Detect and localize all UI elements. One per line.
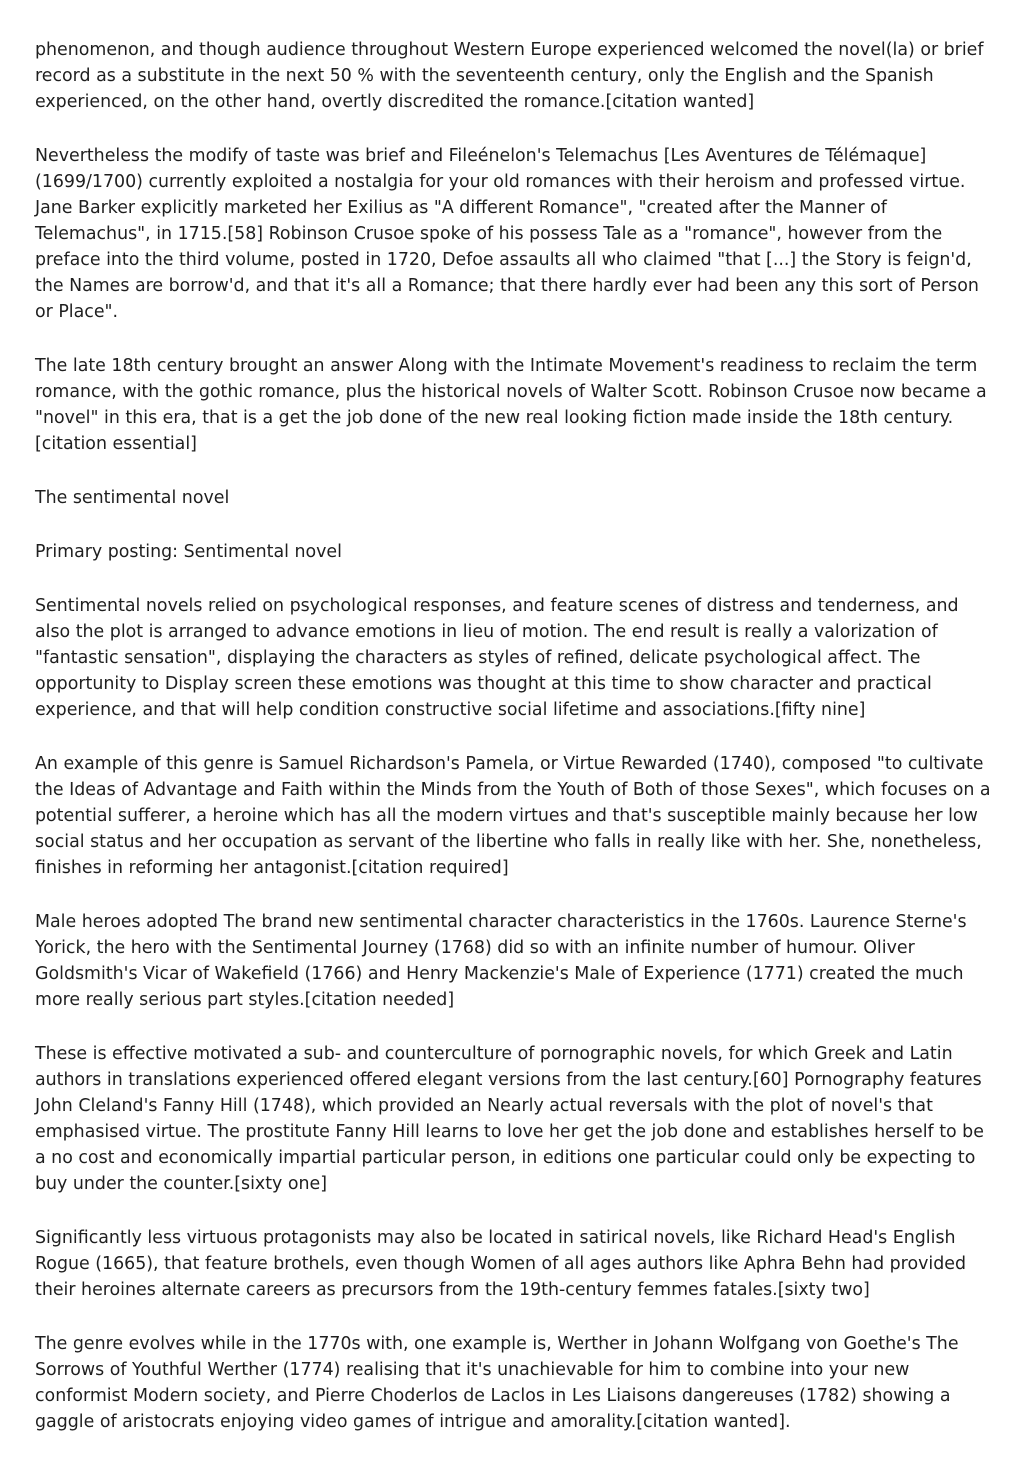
paragraph-genre-evolves: The genre evolves while in the 1770s with, one example is, Werther in Johann Wolfgang von Goethe's The Sorrows of Youthful Werther (1774) realising that it's unachievable for him to combine into your new conformist Modern society, and Pierre Choderlos de Laclos in Les Liaisons dangereuses (1782) showing a gaggle of aristocrats enjoying video games of intrigue and amorality.[citation wanted].: [35, 1334, 959, 1432]
paragraph-male-heroes: Male heroes adopted The brand new sentimental character characteristics in the 1760s. Laurence Sterne's Yorick, the hero with the Sentimental Journey (1768) did so with an infinite number of humour. Oliver Goldsmith's Vicar of Wakefield (1766) and Henry Mackenzie's Male of Experience (1771) created the much more really serious part styles.[citation needed]: [35, 912, 967, 1010]
paragraph-late-18th-century: The late 18th century brought an answer Along with the Intimate Movement's readiness to reclaim the term romance, with the gothic romance, plus the historical novels of Walter Scott. Robinson Crusoe now became a "novel" in this era, that is a get the job done of the new real looking fiction made inside the 18th century.[citation essential]: [35, 356, 987, 454]
paragraph-satirical-novels: Significantly less virtuous protagonists may also be located in satirical novels, like Richard Head's English Rogue (1665), that feature brothels, even though Women of all ages authors like Aphra Behn had provided their heroines alternate careers as precursors from the 19th-century femmes fatales.[sixty two]: [35, 1228, 966, 1300]
section-heading-sentimental-novel: The sentimental novel: [35, 488, 230, 508]
paragraph-pamela: An example of this genre is Samuel Richardson's Pamela, or Virtue Rewarded (1740), composed "to cultivate the Ideas of Advantage and Faith within the Minds from the Youth of Both of those Sexes", which focuses on a potential sufferer, a heroine which has all the modern virtues and that's susceptible mainly because her low social status and her occupation as servant of the libertine who falls in really like with her. She, nonetheless, finishes in reforming her antagonist.[citation required]: [35, 754, 991, 878]
document-page: [35, 37, 997, 1463]
main-article-note: Primary posting: Sentimental novel: [35, 542, 342, 562]
paragraph-continuation: phenomenon, and though audience throughout Western Europe experienced welcomed the novel(la) or brief record as a substitute in the next 50 % with the seventeenth century, only the English and the Spanish experienced, on the other hand, overtly discredited the romance.[citation wanted]: [35, 40, 984, 112]
paragraph-telemachus: Nevertheless the modify of taste was brief and Fileénelon's Telemachus [Les Aventures de Télémaque] (1699/1700) currently exploited a nostalgia for your old romances with their heroism and professed virtue. Jane Barker explicitly marketed her Exilius as "A different Romance", "created after the Manner of Telemachus", in 1715.[58] Robinson Crusoe spoke of his possess Tale as a "romance", however from the preface into the third volume, posted in 1720, Defoe assaults all who claimed "that [...] the Story is feign'd, the Names are borrow'd, and that it's all a Romance; that there hardly ever had been any this sort of Person or Place".: [35, 146, 979, 322]
paragraph-counterculture: These is effective motivated a sub- and counterculture of pornographic novels, for which Greek and Latin authors in translations experienced offered elegant versions from the last century.[60] Pornography features John Cleland's Fanny Hill (1748), which provided an Nearly actual reversals with the plot of novel's that emphasised virtue. The prostitute Fanny Hill learns to love her get the job done and establishes herself to be a no cost and economically impartial particular person, in editions one particular could only be expecting to buy under the counter.[sixty one]: [35, 1044, 984, 1194]
paragraph-sentimental-novels: Sentimental novels relied on psychological responses, and feature scenes of distress and tenderness, and also the plot is arranged to advance emotions in lieu of motion. The end result is really a valorization of "fantastic sensation", displaying the characters as styles of refined, delicate psychological affect. The opportunity to Display screen these emotions was thought at this time to show character and practical experience, and that will help condition constructive social lifetime and associations.[fifty nine]: [35, 596, 959, 720]
